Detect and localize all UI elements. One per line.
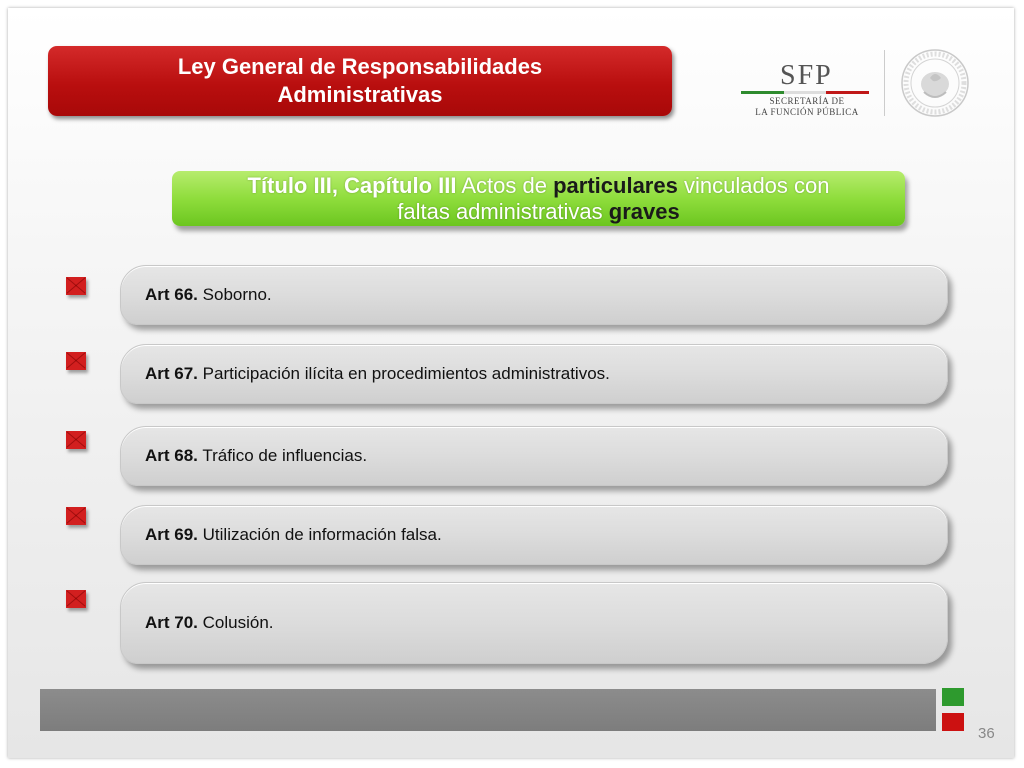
- red-accent-square: [942, 713, 964, 731]
- bullet-icon: [66, 507, 86, 525]
- page-number: 36: [978, 725, 995, 742]
- article-row: [8, 344, 1014, 404]
- article-row: [8, 426, 1014, 486]
- article-bar: [120, 426, 948, 486]
- green-accent-square: [942, 688, 964, 706]
- article-title: Participación ilícita en procedimientos administrativos.: [197, 364, 610, 383]
- article-text: [145, 427, 367, 485]
- logo-divider: [884, 50, 885, 116]
- bullet-icon: [66, 590, 86, 608]
- section-subtitle-banner: [172, 171, 905, 226]
- sfp-subtitle-line-2: LA FUNCIÓN PÚBLICA: [755, 107, 859, 117]
- subtitle-text-3: faltas administrativas: [397, 198, 609, 224]
- article-bar: [120, 344, 948, 404]
- article-number: Art 70.: [145, 613, 198, 632]
- article-title: Colusión.: [197, 613, 274, 632]
- footer-bar: [40, 689, 936, 731]
- article-title: Utilización de información falsa.: [197, 525, 442, 544]
- bullet-icon: [66, 352, 86, 370]
- subtitle-keyword-particulares: particulares: [553, 172, 678, 198]
- subtitle-keyword-graves: graves: [608, 198, 680, 224]
- article-number: Art 66.: [145, 285, 198, 304]
- subtitle-line-2: [172, 199, 905, 225]
- article-number: Art 68.: [145, 446, 198, 465]
- article-row: [8, 505, 1014, 565]
- article-number: Art 67.: [145, 364, 198, 383]
- subtitle-text-1: Actos de: [456, 172, 554, 198]
- subtitle-line-1: [172, 173, 905, 199]
- bullet-icon: [66, 277, 86, 295]
- sfp-subtitle-line-1: SECRETARÍA DE: [769, 96, 845, 106]
- article-bar: [120, 265, 948, 325]
- article-bar: [120, 505, 948, 565]
- article-title: Soborno.: [197, 285, 272, 304]
- title-banner: [48, 46, 672, 116]
- sfp-logo-text: SFP: [780, 60, 833, 91]
- article-number: Art 69.: [145, 525, 198, 544]
- subtitle-title-chapter: Título III, Capítulo III: [247, 172, 457, 198]
- article-text: [145, 266, 272, 324]
- article-text: [145, 345, 610, 403]
- subtitle-text-2: vinculados con: [677, 172, 830, 198]
- bullet-icon: [66, 431, 86, 449]
- article-text: [145, 583, 274, 663]
- sfp-logo-stripe: [741, 91, 869, 94]
- article-title: Tráfico de influencias.: [197, 446, 368, 465]
- article-text: [145, 506, 442, 564]
- sfp-logo-subtitle: [743, 96, 871, 118]
- title-line-2: Administrativas: [277, 82, 443, 107]
- article-bar: [120, 582, 948, 664]
- mexico-coat-of-arms-seal-icon: [900, 48, 970, 118]
- slide: [8, 8, 1014, 758]
- article-row: [8, 265, 1014, 325]
- title-line-1: Ley General de Responsabilidades: [177, 54, 543, 79]
- article-row: [8, 582, 1014, 642]
